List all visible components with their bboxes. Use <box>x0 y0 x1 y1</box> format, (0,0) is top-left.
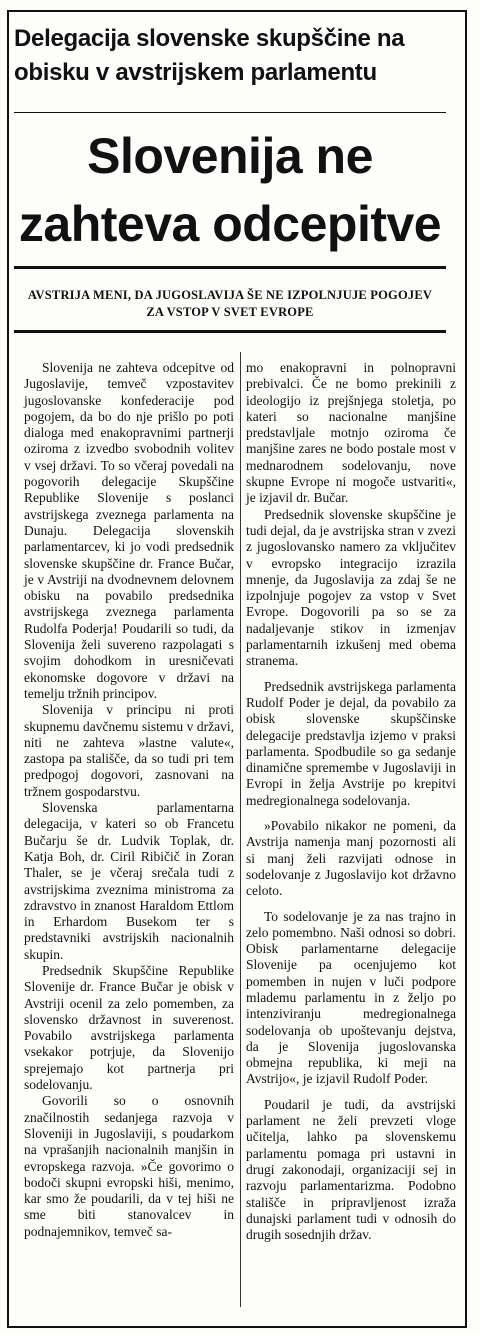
kicker-rule <box>14 112 446 113</box>
paragraph: Poudaril je tudi, da avstrijski parlament ne želi prevzeti vloge učitelja, lahko pa slovenskemu parlamentu pomaga pri ustavni in drugi zakonodaji, organizaciji sej in razvoju parlamentarizma. Podobno stališče in pripravljenost izraža dunajski parlament tudi v odnosih do drugih sosednjih držav. <box>246 1096 456 1243</box>
paragraph: Predsednik Skupščine Republike Slovenije dr. France Bučar je obisk v Avstriji ocenil za zelo pomemben, za slovensko državnost in suverenost. Povabilo avstrijskega parlamenta vsekakor potrjuje, da Slovenijo sprejemajo kot partnerja pri sodelovanju. <box>24 962 234 1093</box>
paragraph: Slovenija ne zahteva odcepitve od Jugoslavije, temveč vzpostavitev jugoslovanske konfederacije pod pogojem, da bo do nje prišlo po poti dialoga med enakopravnimi partnerji oziroma z izvedbo svobodnih volitev v vsej državi. To so včeraj povedali na pogovorih delegacije Skupščine Republike Slovenije s poslanci avstrijskega zveznega parlamenta na Dunaju. Delegacija slovenskih parlamentarcev, ki jo vodi predsednik slovenske skupščine dr. France Bučar, je v Avstriji na dvodnevnem delovnem obisku na povabilo predsednika avstrijskega zveznega parlamenta Rudolfa Poderja! Poudarili so tudi, da Slovenija želi suvereno razpolagati s svojim dohodkom in uresničevati ekonomske dogovore v državi na temelju tržnih principov. <box>24 360 234 701</box>
headline-rule <box>14 266 446 269</box>
left-column <box>24 360 234 1240</box>
paragraph: Predsednik slovenske skupščine je tudi dejal, da je avstrijska stran v zvezi z jugoslovansko namero za vključitev v evropsko integracijo izrazila mnenje, da Jugoslavija za zdaj še ne izpolnjuje pogojev za vstop v Svet Evrope. Dogovorili pa so se za nadaljevanje stikov in izmenjav parlamentarnih izkušenj med obema stranema. <box>246 506 456 669</box>
main-headline: Slovenija ne zahteva odcepitve <box>18 128 442 252</box>
column-divider <box>240 352 241 1307</box>
paragraph: Slovenska parlamentarna delegacija, v kateri so ob Francetu Bučarju še dr. Ludvik Toplak, dr. Katja Boh, dr. Ciril Ribičič in Zoran Thaler, se je včeraj srečala tudi z avstrijskima zveznima ministroma za zdravstvo in znanost Haraldom Ettlom in Erhardom Busekom ter s predstavniki avstrijskih nacionalnih skupin. <box>24 800 234 962</box>
paragraph: To sodelovanje je za nas trajno in zelo pomembno. Naši odnosi so dobri. Obisk parlamentarne delegacije Slovenije pa ocenjujemo kot pomemben in nujen v luči podpore mlademu parlamentu in z željo po intenziviranju medregionalnega sodelovanja ob upoštevanju dejstva, da je Slovenija jugoslovanska obmejna republika, ki meji na Avstrijo«, je izjavil Rudolf Poder. <box>246 908 456 1087</box>
right-column <box>246 360 456 1243</box>
paragraph: »Povabilo nikakor ne pomeni, da Avstrija namenja manj pozornosti ali si manj želi razvijati odnose in sodelovanje z Jugoslavijo kot državno celoto. <box>246 818 456 899</box>
paragraph: Predsednik avstrijskega parlamenta Rudolf Poder je dejal, da povabilo za obisk slovenske skupščinske delegacije predstavlja izjemo v praksi parlamenta. Spodbudile so ga sedanje dinamične spremembe v Jugoslaviji in Evropi in želja Avstrije po krepitvi medregionalnega sodelovanja. <box>246 678 456 808</box>
deck-rule <box>14 330 446 333</box>
paragraph: Slovenija v principu ni proti skupnemu davčnemu sistemu v državi, niti ne zahteva »lastne valute«, zastopa pa stališče, da so tudi pri tem predpogoj dogovori, zasnovani na tržnem gospodarstvu. <box>24 702 234 799</box>
deck-subheadline: AVSTRIJA MENI, DA JUGOSLAVIJA ŠE NE IZPOLNJUJE POGOJEV ZA VSTOP V SVET EVROPE <box>27 288 433 319</box>
kicker-headline: Delegacija slovenske skupščine na obisku v avstrijskem parlamentu <box>14 25 405 86</box>
paragraph: Govorili so o osnovnih značilnostih sedanjega razvoja v Sloveniji in Jugoslaviji, s poudarkom na vprašanjih nacionalnih manjšin in evropskega razvoja. »Če govorimo o bodoči skupni evropski hiši, menimo, kar smo že poudarili, da v tej hiši ne sme biti stanovalcev in podnajemnikov, temveč sa- <box>24 1093 234 1239</box>
paragraph: mo enakopravni in polnopravni prebivalci. Če ne bomo prekinili z ideologijo iz prejšnjega stoletja, po kateri so nacionalne manjšine predstavljale motnjo oziroma če manjšine zares ne bodo postale most v mednarodnem sodelovanju, nove skupne Evrope ni mogoče ustvariti«, je izjavil dr. Bučar. <box>246 360 456 506</box>
